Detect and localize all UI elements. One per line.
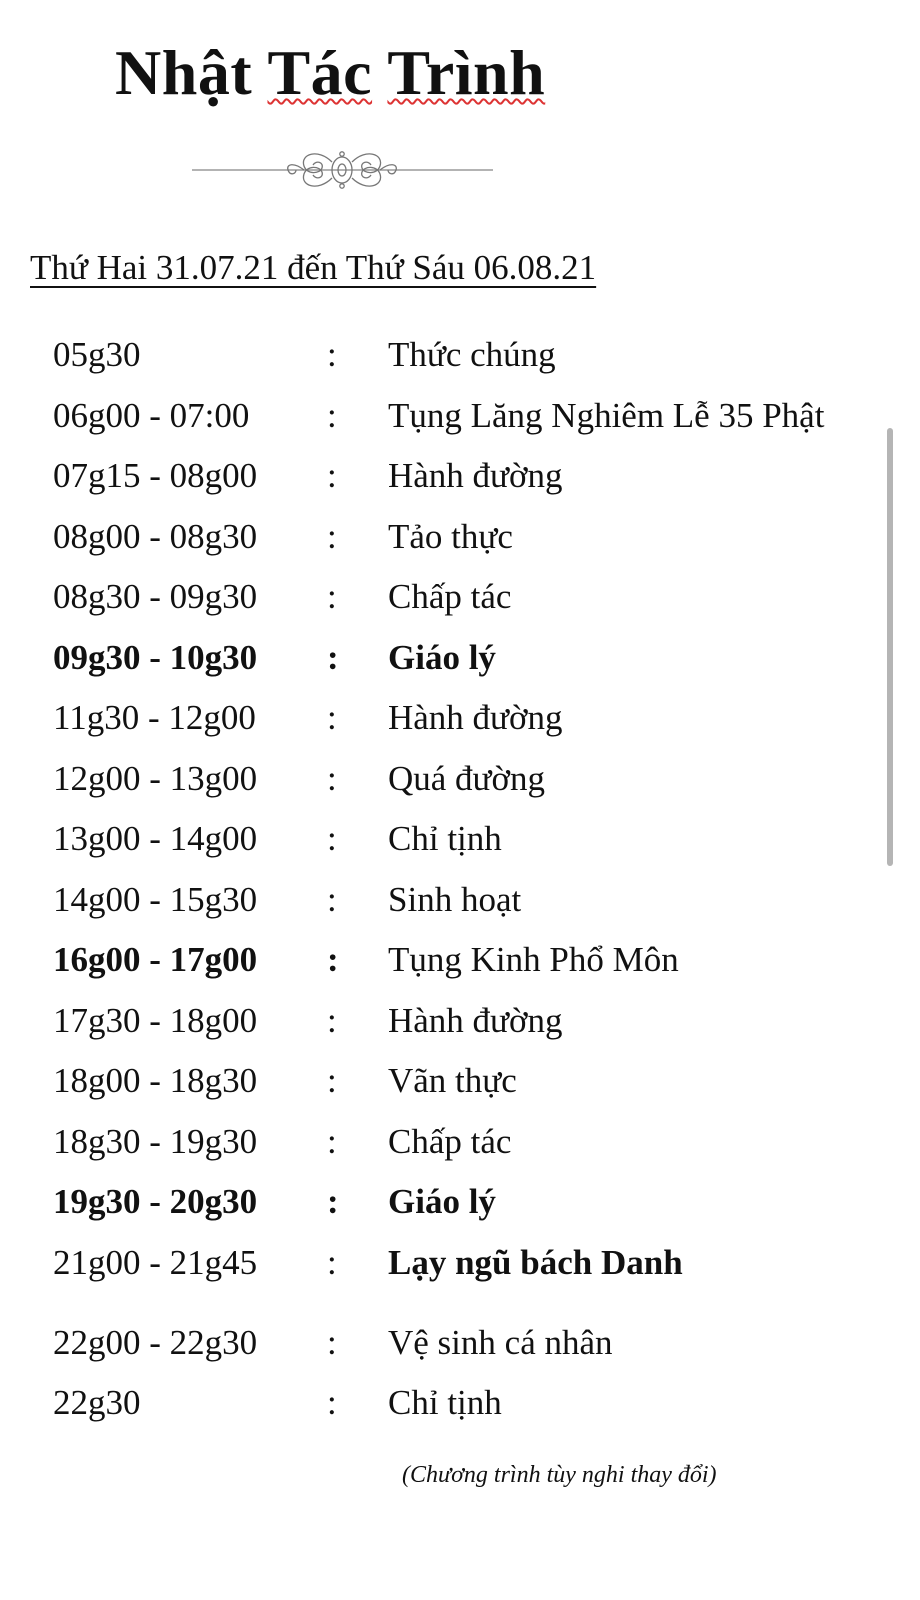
schedule-separator: :: [327, 1000, 337, 1040]
schedule-activity: Sinh hoạt: [388, 879, 522, 919]
schedule-time: 09g30 - 10g30: [53, 637, 258, 677]
schedule-time: 19g30 - 20g30: [53, 1182, 258, 1221]
schedule-activity: Thức chúng: [388, 335, 556, 374]
schedule-activity: Lạy ngũ bách Danh: [388, 1242, 683, 1282]
schedule-time: 06g00 - 07:00: [53, 395, 250, 435]
schedule-separator: :: [327, 1121, 337, 1161]
schedule-separator: :: [327, 577, 337, 616]
schedule-separator: :: [327, 1322, 337, 1362]
schedule-activity: Giáo lý: [388, 637, 496, 677]
schedule-time: 17g30 - 18g00: [53, 1000, 258, 1040]
title-word-3: Trình: [387, 37, 546, 108]
flourish-divider-icon: [190, 148, 495, 194]
footnote: (Chương trình tùy nghi thay đổi): [402, 1462, 717, 1488]
schedule-separator: :: [327, 698, 337, 737]
schedule-separator: :: [327, 1242, 337, 1282]
schedule-separator: :: [327, 456, 337, 495]
schedule-list: [0, 335, 880, 1444]
schedule-activity: Chỉ tịnh: [388, 819, 502, 858]
schedule-time: 21g00 - 21g45: [53, 1242, 258, 1282]
schedule-time: 13g00 - 14g00: [53, 819, 258, 858]
schedule-row: [0, 1001, 880, 1062]
schedule-time: 08g00 - 08g30: [53, 516, 258, 556]
schedule-row: [0, 335, 880, 396]
page-title: [115, 38, 545, 108]
schedule-separator: :: [327, 1383, 337, 1422]
schedule-separator: :: [327, 819, 337, 858]
week-range-heading: Thứ Hai 31.07.21 đến Thứ Sáu 06.08.21: [30, 248, 597, 287]
schedule-row: [0, 1061, 880, 1122]
schedule-activity: Chỉ tịnh: [388, 1383, 502, 1422]
schedule-row: [0, 880, 880, 941]
schedule-time: 11g30 - 12g00: [53, 698, 256, 737]
schedule-time: 22g00 - 22g30: [53, 1322, 258, 1362]
title-word-2: Tác: [267, 37, 373, 108]
schedule-activity: Chấp tác: [388, 577, 512, 616]
schedule-time: 12g00 - 13g00: [53, 758, 258, 798]
schedule-row: [0, 1122, 880, 1183]
schedule-separator: :: [327, 1061, 337, 1100]
schedule-activity: Tảo thực: [388, 516, 513, 556]
schedule-row: [0, 577, 880, 638]
schedule-activity: Chấp tác: [388, 1121, 512, 1161]
schedule-separator: :: [327, 758, 337, 798]
schedule-activity: Quá đường: [388, 758, 546, 798]
schedule-row: [0, 698, 880, 759]
schedule-row-highlighted: [0, 940, 880, 1001]
schedule-time: 18g30 - 19g30: [53, 1121, 258, 1161]
schedule-activity: Vãn thực: [388, 1061, 517, 1100]
schedule-separator: :: [327, 516, 337, 556]
schedule-time: 22g30: [53, 1383, 141, 1422]
schedule-row: [0, 819, 880, 880]
schedule-activity: Tụng Kinh Phổ Môn: [388, 940, 679, 979]
schedule-row: [0, 456, 880, 517]
schedule-activity: Hành đường: [388, 698, 563, 737]
schedule-time: 16g00 - 17g00: [53, 940, 258, 979]
schedule-row: [0, 1323, 880, 1384]
schedule-activity: Hành đường: [388, 456, 563, 495]
schedule-separator: :: [327, 395, 337, 435]
schedule-row-highlighted: [0, 638, 880, 699]
schedule-activity: Vệ sinh cá nhân: [388, 1322, 613, 1362]
schedule-time: 08g30 - 09g30: [53, 577, 258, 616]
schedule-separator: :: [327, 1182, 339, 1221]
scrollbar[interactable]: [887, 428, 893, 866]
schedule-row-highlighted: [0, 1182, 880, 1243]
schedule-activity: Tụng Lăng Nghiêm Lễ 35 Phật: [388, 395, 825, 435]
schedule-separator: :: [327, 637, 339, 677]
schedule-row: [0, 396, 880, 457]
schedule-row: [0, 1383, 880, 1444]
schedule-time: 18g00 - 18g30: [53, 1061, 258, 1100]
schedule-separator: :: [327, 879, 337, 919]
schedule-row: [0, 1243, 880, 1323]
schedule-separator: :: [327, 940, 339, 979]
title-word-1: Nhật: [115, 37, 253, 108]
schedule-separator: :: [327, 335, 337, 374]
schedule-row: [0, 759, 880, 820]
schedule-activity: Hành đường: [388, 1000, 563, 1040]
schedule-activity: Giáo lý: [388, 1182, 496, 1221]
schedule-row: [0, 517, 880, 578]
schedule-time: 14g00 - 15g30: [53, 879, 258, 919]
schedule-time: 07g15 - 08g00: [53, 456, 258, 495]
schedule-time: 05g30: [53, 335, 141, 374]
